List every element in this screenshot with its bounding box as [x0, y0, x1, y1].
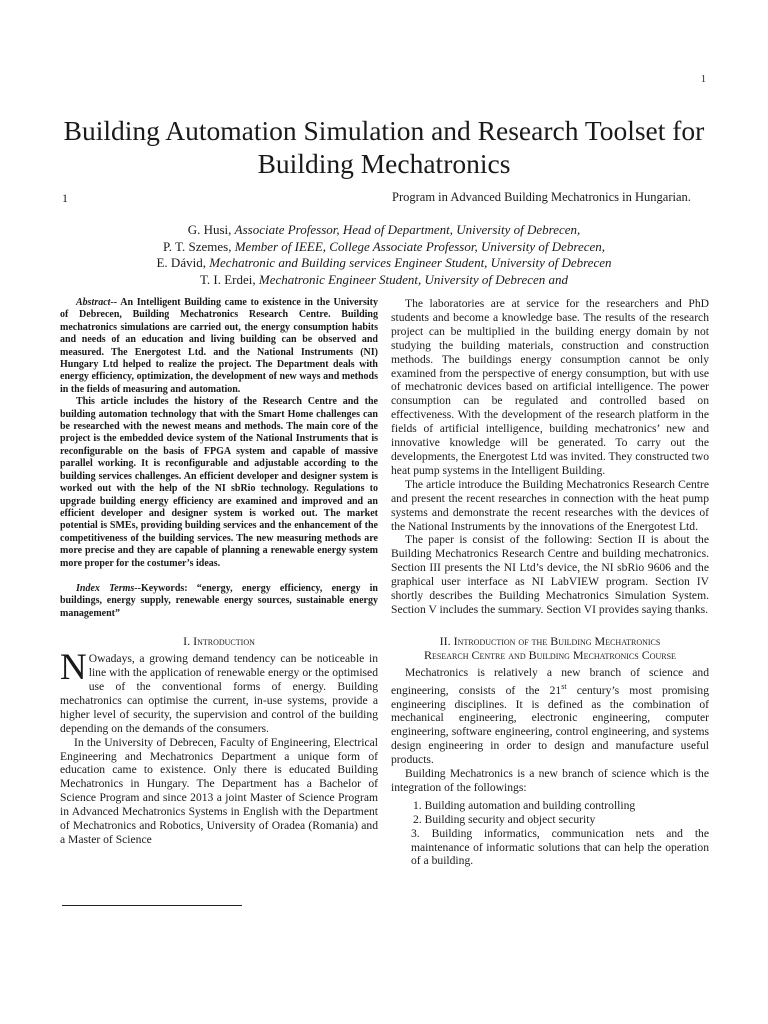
- clipped-author-line: [60, 288, 708, 296]
- body-paragraph: The article introduce the Building Mechatronics Research Centre and present the recent researches in connection with the heat pump systems and demonstrate the recent researches with the devices of the National Instruments by the innovations of the Energotest Ltd.: [391, 477, 709, 533]
- body-paragraph: The paper is consist of the following: Section II is about the Building Mechatronics Research Centre and building mechatronics. Section III presents the NI Ltd’s device, the NI sbRio 9606 and the graphical user interface as NI LabVIEW program. Section IV shortly describes the Building Mechatronics Simulation System. Section V includes the summary. Section VI provides saying thanks.: [391, 533, 709, 616]
- author-name: P. T. Szemes,: [162, 238, 232, 254]
- paragraph-text: Mechatronics is relatively a new branch of science and engineering, consists of the 21: [391, 665, 709, 697]
- page-number: 1: [701, 74, 706, 85]
- author-line: [60, 222, 708, 239]
- abstract: [60, 297, 378, 620]
- numbered-list: [391, 799, 709, 869]
- author-line: [60, 272, 708, 289]
- author-affiliation: Associate Professor, Head of Department, University of Debrecen,: [234, 222, 581, 237]
- left-column: [60, 297, 378, 847]
- author-name: E. Dávid,: [156, 255, 206, 271]
- author-affiliation: Member of IEEE, College Associate Professor, University of Debrecen,: [234, 238, 606, 254]
- body-paragraph: [60, 647, 378, 735]
- section-heading: I. Introduction: [183, 634, 255, 649]
- drop-cap: N: [60, 647, 87, 689]
- section-heading-line: Research Centre and Building Mechatronics Course: [424, 647, 676, 662]
- body-paragraph: In the University of Debrecen, Faculty of Engineering, Electrical Engineering and Mechatronics Department a unique form of education came to existence. Only there is educated Building Mechatronics in Hungary. The Department has a Bachelor of Science Program and since 2013 a joint Master of Science Program in Advanced Mechatronics Systems in English with the Department of Mechatronics and Robotics, University of Oradea (Romania) and a Master of Science: [60, 735, 378, 846]
- section-heading: [391, 634, 709, 662]
- paragraph-text: Owadays, a growing demand tendency can be noticeable in line with the application of renewable energy or the optimised use of the conventional forms of energy. Building mechatronics can optimise the current, in-use systems, provide a higher level of security, the supervision and control of the building depending on the demands of the consumers.: [60, 652, 378, 735]
- body-paragraph: Building Mechatronics is a new branch of science which is the integration of the followings:: [391, 767, 709, 794]
- author-line: [60, 255, 708, 272]
- section-heading-line: II. Introduction of the Building Mechatronics: [439, 633, 661, 648]
- author-list: [60, 222, 708, 296]
- right-column: [391, 297, 709, 868]
- body-paragraph: [391, 666, 709, 767]
- abstract-paragraph: [60, 297, 378, 396]
- abstract-paragraph: This article includes the history of the Research Centre and the building automation technology that with the Smart Home challenges can be researched with the newest means and methods. The main core of the project is the embedded device system of the National Instruments that is reconfigurable on the basis of FPGA system and capable of massive parallel working. It is reconfigurable and adjustable according to the building services challenges. An efficient developer and designer system is worked out with the help of the NI sbRio technology. Regulations to upgrade building energy efficiency are examined and improved and an efficient developer and designer system is worked out. The market potential is SMEs, providing building services and the enhancement of the competitiveness of the building services. The new measuring methods are more precise and they are capable of planning a renewable energy system more proper for the costumer’s ideas.: [60, 396, 378, 569]
- index-terms-text: --Keywords: “energy, energy efficiency, energy in buildings, energy supply, renewable energy sources, sustainable energy management”: [60, 582, 378, 619]
- overlapping-footnote-text: Program in Advanced Building Mechatronics in Hungarian.: [392, 190, 691, 204]
- author-name: T. I. Erdei,: [199, 271, 256, 287]
- author-affiliation: Mechatronic Engineer Student, University of Debrecen and: [258, 271, 569, 287]
- list-item: 2. Building security and object security: [413, 812, 596, 826]
- body-paragraph: The laboratories are at service for the researchers and PhD students and become a knowledge base. The results of the research project can be multiplied in the building energy domain by not studying the building materials, construction and construction methods. The buildings energy consumption cannot be only examined from the perspective of energy consumption, but with use of mechatronic devices based on artificial intelligence. The power consumption can be regulated and controlled based on effectiveness. With the development of the research platform in the fields of artificial intelligence, building mechatronics’ new and innovative knowledge will be generated. To carry out the developments, the Energotest Ltd was invited. They constructed two heat pump systems in the Intelligent Building.: [391, 297, 709, 477]
- footnote-rule: [62, 905, 242, 906]
- list-item: 3. Building informatics, communication nets and the maintenance of informatic solutions that can help the operation of a building.: [411, 826, 709, 868]
- paragraph-text: century’s most promising engineering disciplines. It is defined as the combination of mechanical engineering, electronic engineering, computer engineering, software engineering, control engineering, and systems design engineering in order to design and manufacture useful products.: [391, 683, 709, 767]
- footnote-mark: 1: [62, 191, 68, 205]
- abstract-text: An Intelligent Building came to existence in the University of Debrecen, Building Mechatronics Research Centre. Building mechatronics simulations are carried out, the energy consumption habits and needs of an education and living building can be observed and measured. The Energotest Ltd. and the National Instruments (NI) Hungary Ltd helped to realize the project. The Department deals with energy efficiency, optimization, the development of new ways and methods in the fields of measuring and automation.: [60, 297, 379, 395]
- index-terms-label: Index Terms: [76, 582, 135, 594]
- author-affiliation: Mechatronic and Building services Engineer Student, University of Debrecen: [209, 255, 612, 271]
- superscript: st: [561, 681, 567, 691]
- abstract-label: Abstract--: [76, 297, 118, 308]
- paper-title: Building Automation Simulation and Research Toolset for Building Mechatronics: [63, 115, 705, 179]
- index-terms: [60, 583, 378, 620]
- author-name: G. Husi,: [187, 222, 232, 237]
- list-item: 1. Building automation and building controlling: [413, 798, 636, 812]
- author-line: [60, 239, 708, 256]
